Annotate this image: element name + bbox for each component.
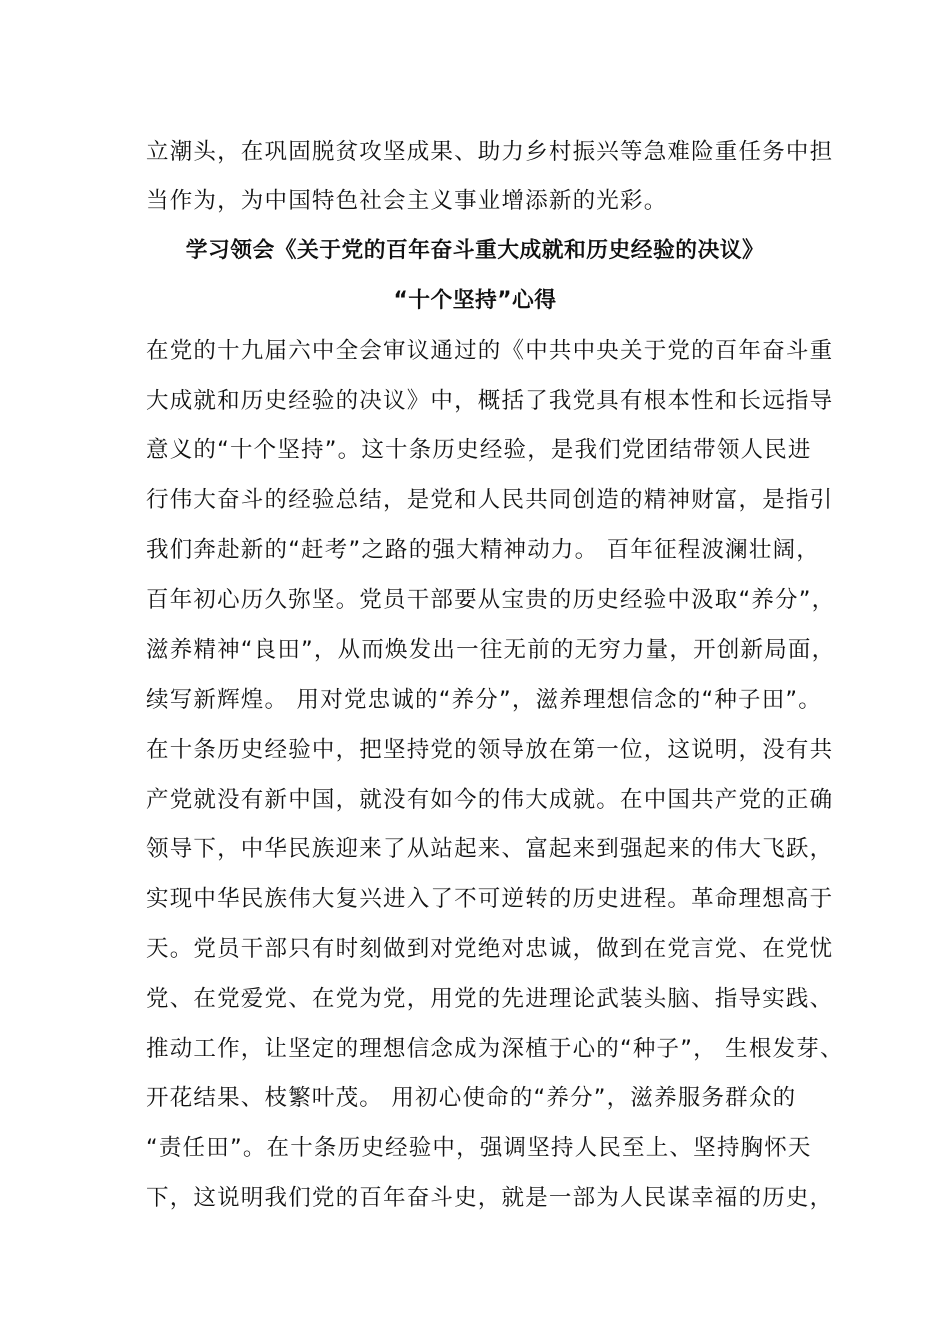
body-line-3: 意义的“十个坚持”。这十条历史经验，是我们党团结带领人民进 — [146, 437, 812, 463]
body-line-2: 大成就和历史经验的决议》中，概括了我党具有根本性和长远指导 — [146, 388, 834, 414]
body-line-6: 百年初心历久弥坚。党员干部要从宝贵的历史经验中汲取“养分”， — [146, 587, 836, 613]
body-line-8: 续写新辉煌。 用对党忠诚的“养分”，滋养理想信念的“种子田”。 — [146, 687, 822, 713]
intro-line-1: 立潮头，在巩固脱贫攻坚成果、助力乡村振兴等急难险重任务中担 — [146, 139, 834, 165]
body-line-7: 滋养精神“良田”，从而焕发出一往无前的无穷力量，开创新局面， — [146, 637, 836, 663]
body-line-12: 实现中华民族伟大复兴进入了不可逆转的历史进程。革命理想高于 — [146, 886, 834, 912]
body-line-5: 我们奔赴新的“赶考”之路的强大精神动力。 百年征程波澜壮阔， — [146, 537, 820, 563]
body-line-17: “责任田”。在十条历史经验中，强调坚持人民至上、坚持胸怀天 — [146, 1135, 812, 1161]
body-line-10: 产党就没有新中国，就没有如今的伟大成就。在中国共产党的正确 — [146, 787, 834, 813]
body-line-4: 行伟大奋斗的经验总结，是党和人民共同创造的精神财富，是指引 — [146, 487, 834, 513]
body-line-16: 开花结果、枝繁叶茂。 用初心使命的“养分”，滋养服务群众的 — [146, 1085, 797, 1111]
body-line-11: 领导下，中华民族迎来了从站起来、富起来到强起来的伟大飞跃， — [146, 836, 834, 862]
body-line-9: 在十条历史经验中，把坚持党的领导放在第一位，这说明，没有共 — [146, 737, 834, 763]
document-title-line-2: “十个坚持”心得 — [393, 288, 557, 313]
body-line-14: 党、在党爱党、在党为党，用党的先进理论武装头脑、指导实践、 — [146, 986, 834, 1012]
body-line-13: 天。党员干部只有时刻做到对党绝对忠诚，做到在党言党、在党忧 — [146, 936, 834, 962]
document-title-line-1: 学习领会《关于党的百年奋斗重大成就和历史经验的决议》 — [185, 238, 765, 263]
body-line-15: 推动工作，让坚定的理想信念成为深植于心的“种子”， 生根发芽、 — [146, 1036, 844, 1062]
body-line-18: 下，这说明我们党的百年奋斗史，就是一部为人民谋幸福的历史， — [146, 1185, 834, 1211]
intro-line-2: 当作为，为中国特色社会主义事业增添新的光彩。 — [146, 188, 668, 214]
body-line-1: 在党的十九届六中全会审议通过的《中共中央关于党的百年奋斗重 — [146, 338, 834, 364]
